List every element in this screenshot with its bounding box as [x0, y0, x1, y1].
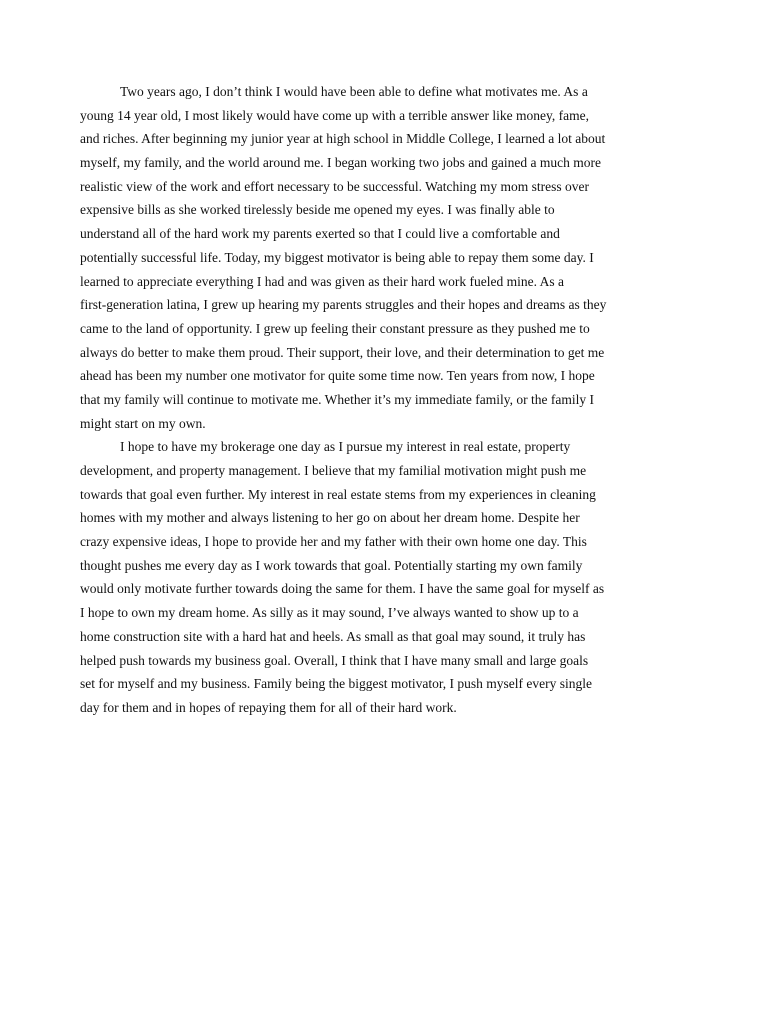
essay-line: and riches. After beginning my junior year at high school in Middle College, I learned a lot about: [80, 131, 606, 147]
essay-line: came to the land of opportunity. I grew up feeling their constant pressure as they pushed me to: [80, 320, 590, 336]
essay-line: home construction site with a hard hat and heels. As small as that goal may sound, it truly has: [80, 628, 586, 644]
essay-line: might start on my own.: [80, 415, 206, 431]
essay-line: ahead has been my number one motivator for quite some time now. Ten years from now, I hope: [80, 368, 595, 384]
essay-line: I hope to have my brokerage one day as I pursue my interest in real estate, property: [120, 439, 571, 455]
essay-body: [80, 80, 610, 720]
essay-line: learned to appreciate everything I had and was given as their hard work fueled mine. As a: [80, 273, 564, 289]
essay-line: expensive bills as she worked tirelessly beside me opened my eyes. I was finally able to: [80, 202, 555, 218]
essay-line: that my family will continue to motivate me. Whether it’s my immediate family, or the family I: [80, 391, 595, 407]
essay-line: thought pushes me every day as I work towards that goal. Potentially starting my own family: [80, 557, 583, 573]
essay-line: homes with my mother and always listening to her go on about her dream home. Despite her: [80, 510, 580, 526]
essay-line: Two years ago, I don’t think I would have been able to define what motivates me. As a: [120, 84, 588, 99]
essay-line: towards that goal even further. My interest in real estate stems from my experiences in cleaning: [80, 486, 596, 502]
essay-line: I hope to own my dream home. As silly as it may sound, I’ve always wanted to show up to a: [80, 605, 579, 621]
essay-line: crazy expensive ideas, I hope to provide her and my father with their own home one day. This: [80, 534, 587, 550]
essay-line: myself, my family, and the world around me. I began working two jobs and gained a much more: [80, 155, 601, 171]
essay-line: always do better to make them proud. Their support, their love, and their determination to get me: [80, 344, 605, 360]
essay-line: realistic view of the work and effort necessary to be successful. Watching my mom stress over: [80, 178, 590, 194]
essay-line: first-generation latina, I grew up hearing my parents struggles and their hopes and dreams as they: [80, 297, 607, 313]
essay-line: young 14 year old, I most likely would have come up with a terrible answer like money, fame,: [80, 107, 589, 123]
essay-line: development, and property management. I believe that my familial motivation might push me: [80, 463, 587, 478]
essay-line: day for them and in hopes of repaying them for all of their hard work.: [80, 699, 457, 715]
essay-line: helped push towards my business goal. Overall, I think that I have many small and large goals: [80, 652, 589, 668]
essay-line: potentially successful life. Today, my biggest motivator is being able to repay them some day. I: [80, 249, 594, 265]
essay-line: set for myself and my business. Family being the biggest motivator, I push myself every single: [80, 676, 593, 692]
essay-line: understand all of the hard work my parents exerted so that I could live a comfortable and: [80, 226, 560, 242]
essay-line: would only motivate further towards doing the same for them. I have the same goal for myself as: [80, 581, 605, 597]
